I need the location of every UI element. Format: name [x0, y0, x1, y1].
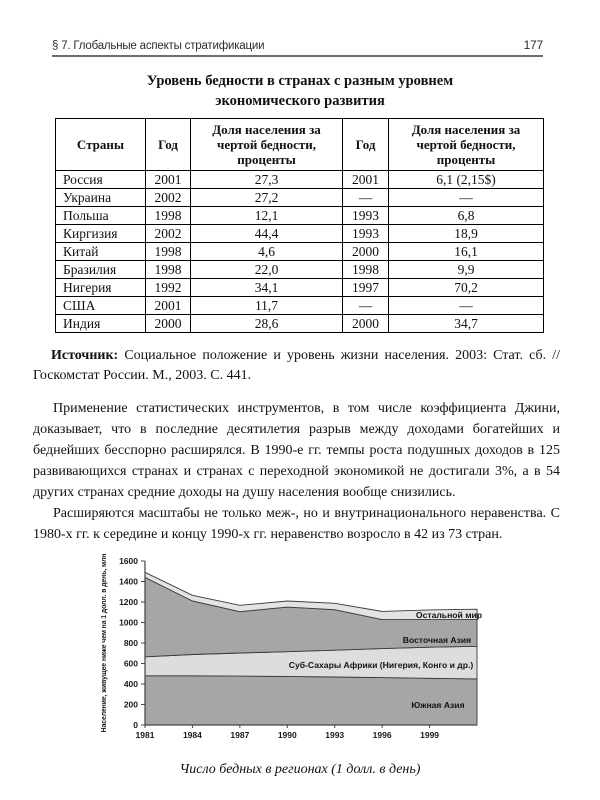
value-cell: 44,4	[191, 225, 343, 243]
value-cell: 6,8	[389, 207, 544, 225]
value-cell: 1998	[146, 243, 191, 261]
x-tick-label: 1987	[230, 730, 250, 740]
value-cell: 1997	[343, 279, 389, 297]
y-tick-label: 200	[123, 699, 138, 710]
country-cell: Бразилия	[56, 261, 146, 279]
value-cell: 1998	[146, 207, 191, 225]
table-header-row	[56, 119, 544, 171]
country-cell: Польша	[56, 207, 146, 225]
value-cell: 16,1	[389, 243, 544, 261]
x-tick-label: 1984	[182, 730, 202, 740]
page-number: 177	[523, 38, 543, 52]
value-cell: 2001	[343, 171, 389, 189]
col-header-share2: Доля населения за чертой бедности, проценты	[389, 119, 544, 171]
source-text: Социальное положение и уровень жизни населения. 2003: Стат. сб. // Госкомстат России. М., 2003. С. 441.	[33, 348, 560, 383]
value-cell: 11,7	[191, 297, 343, 315]
table-row	[56, 261, 544, 279]
table-title-line2: экономического развития	[215, 93, 385, 109]
series-label: Восточная Азия	[402, 635, 472, 645]
y-tick-label: 1000	[119, 617, 138, 628]
table-row	[56, 171, 544, 189]
value-cell: 1998	[343, 261, 389, 279]
value-cell: 1993	[343, 207, 389, 225]
series-label: Южная Азия	[411, 700, 465, 710]
y-tick-label: 1200	[119, 597, 138, 607]
col-header-country: Страны	[56, 119, 146, 171]
y-tick-label: 1600	[119, 556, 138, 566]
table-row	[56, 189, 544, 207]
table-row	[56, 225, 544, 243]
col-header-share1: Доля населения за чертой бедности, проценты	[191, 119, 343, 171]
value-cell: —	[343, 189, 389, 207]
table-row	[56, 243, 544, 261]
table-row	[56, 207, 544, 225]
col-header-year2: Год	[343, 119, 389, 171]
value-cell: —	[343, 297, 389, 315]
series-label: Остальной мир	[415, 610, 483, 620]
source-note	[33, 346, 560, 386]
y-axis-title: Население, живущее ниже чем на 1 долл. в день, млн	[101, 553, 108, 733]
poverty-regions-chart	[0, 553, 600, 749]
value-cell: 2002	[146, 225, 191, 243]
x-tick-label: 1981	[135, 730, 155, 740]
value-cell: 34,7	[389, 315, 544, 333]
value-cell: 28,6	[191, 315, 343, 333]
value-cell: 34,1	[191, 279, 343, 297]
x-tick-label: 1999	[420, 730, 440, 740]
chart-caption: Число бедных в регионах (1 долл. в день)	[179, 762, 421, 777]
section-title: § 7. Глобальные аспекты стратификации	[52, 40, 265, 52]
running-header	[52, 38, 543, 57]
country-cell: США	[56, 297, 146, 315]
col-header-year1: Год	[146, 119, 191, 171]
value-cell: 70,2	[389, 279, 544, 297]
value-cell: 2001	[146, 297, 191, 315]
value-cell: 1993	[343, 225, 389, 243]
value-cell: 2002	[146, 189, 191, 207]
value-cell: 6,1 (2,15$)	[389, 171, 544, 189]
value-cell: 2000	[146, 315, 191, 333]
body-paragraph-1: Применение статистических инструментов, в том числе коэффициента Джини, доказывает, что в последние десятилетия разрыв между доходами богатейших и беднейших бесспорно расширялся. В 1990-е гг. темпы роста подушных доходов в 125 развивающихся странах и странах с переходной экономикой не достигали 3%, а в 54 других странах средние доходы на душу населения вообще снизились.	[33, 401, 560, 500]
chart-area	[0, 553, 600, 749]
x-tick-label: 1993	[325, 730, 345, 740]
table-row	[56, 297, 544, 315]
table-row	[56, 315, 544, 333]
table-title-line1: Уровень бедности в странах с разным уровнем	[146, 73, 454, 89]
value-cell: 2001	[146, 171, 191, 189]
value-cell: 22,0	[191, 261, 343, 279]
table-row	[56, 279, 544, 297]
country-cell: Россия	[56, 171, 146, 189]
country-cell: Киргизия	[56, 225, 146, 243]
value-cell: 12,1	[191, 207, 343, 225]
y-tick-label: 600	[123, 658, 138, 669]
body-paragraph-2: Расширяются масштабы не только меж-, но и внутринационального неравенства. С 1980-х гг. к середине и концу 1990-х гг. неравенство возросло в 42 из 73 стран.	[33, 506, 560, 542]
source-label: Источник:	[51, 348, 119, 363]
value-cell: 1998	[146, 261, 191, 279]
poverty-table-body	[56, 171, 544, 333]
y-tick-label: 0	[133, 720, 138, 730]
value-cell: 18,9	[389, 225, 544, 243]
x-tick-label: 1996	[372, 730, 392, 740]
value-cell: 9,9	[389, 261, 544, 279]
country-cell: Индия	[56, 315, 146, 333]
country-cell: Нигерия	[56, 279, 146, 297]
value-cell: 2000	[343, 243, 389, 261]
value-cell: 27,2	[191, 189, 343, 207]
value-cell: 27,3	[191, 171, 343, 189]
y-tick-label: 1400	[119, 576, 138, 587]
x-tick-label: 1990	[277, 730, 297, 740]
y-tick-label: 800	[123, 638, 138, 648]
country-cell: Китай	[56, 243, 146, 261]
value-cell: —	[389, 189, 544, 207]
y-tick-label: 400	[123, 679, 138, 689]
poverty-table	[55, 118, 544, 333]
value-cell: 2000	[343, 315, 389, 333]
table-title	[55, 71, 545, 111]
value-cell: 4,6	[191, 243, 343, 261]
series-label: Суб-Сахары Африки (Нигерия, Конго и др.)	[288, 660, 474, 670]
country-cell: Украина	[56, 189, 146, 207]
value-cell: 1992	[146, 279, 191, 297]
value-cell: —	[389, 297, 544, 315]
